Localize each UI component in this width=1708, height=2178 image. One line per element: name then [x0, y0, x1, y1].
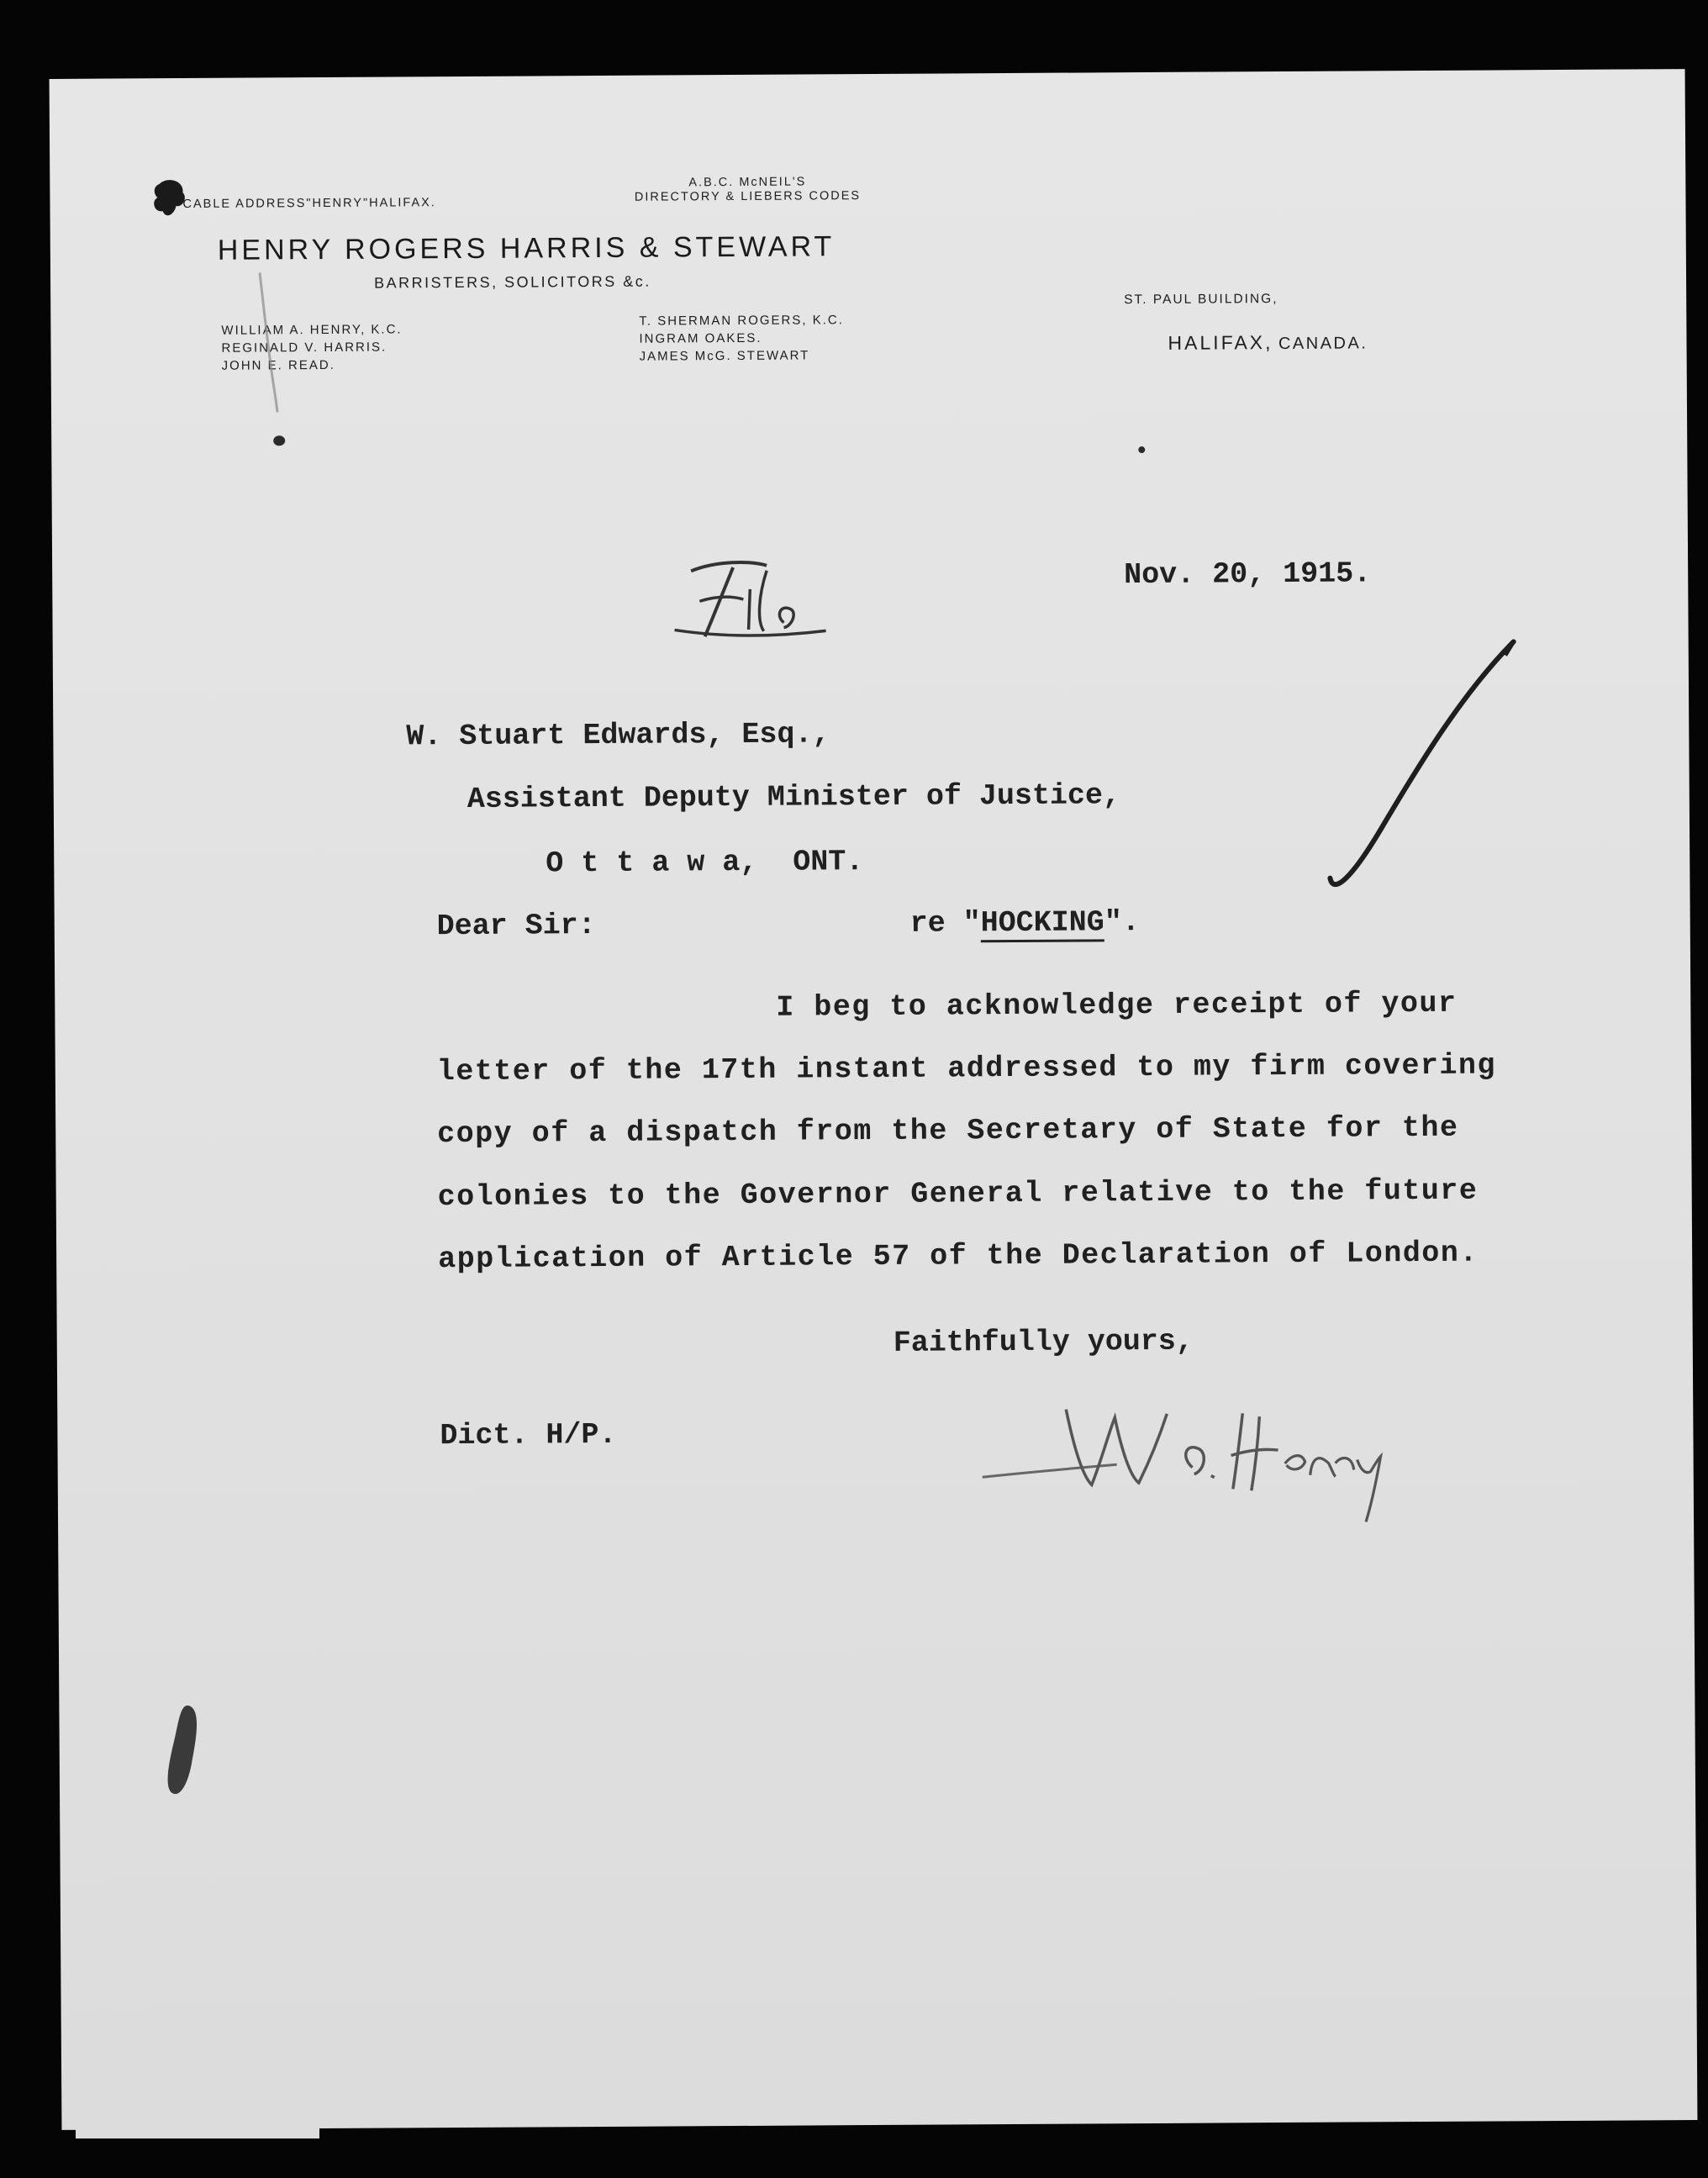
partner-name: T. SHERMAN ROGERS, K.C. — [639, 313, 844, 329]
ink-dot — [1138, 446, 1145, 453]
partner-name: JAMES McG. STEWART — [639, 348, 810, 364]
bottom-edge-strip — [76, 2122, 319, 2138]
partner-name: INGRAM OAKES. — [639, 330, 762, 346]
letter-page — [50, 69, 1698, 2130]
closing: Faithfully yours, — [893, 1324, 1194, 1360]
firm-name: HENRY ROGERS HARRIS & STEWART — [217, 230, 836, 266]
codes-line-2: DIRECTORY & LIEBERS CODES — [634, 189, 862, 204]
file-handwriting — [640, 545, 843, 646]
recipient-city-line — [546, 845, 863, 880]
recipient-city: O t t a w a, — [546, 845, 758, 881]
recipient-province: ONT. — [793, 845, 864, 879]
body-line: copy of a dispatch from the Secretary of State for the — [437, 1110, 1459, 1152]
partners-middle — [639, 311, 844, 365]
re-prefix: re " — [909, 906, 981, 941]
building-address: ST. PAUL BUILDING, — [1124, 292, 1278, 308]
file-annotation — [640, 545, 843, 646]
signature-handwriting — [965, 1382, 1403, 1527]
signature — [965, 1382, 1403, 1527]
re-line — [910, 905, 1140, 941]
body-line: letter of the 17th instant addressed to my firm covering — [436, 1048, 1497, 1089]
recipient-title: Assistant Deputy Minister of Justice, — [467, 778, 1121, 816]
body-line: colonies to the Governor General relative to the future — [437, 1173, 1479, 1215]
country-name: CANADA. — [1278, 334, 1368, 354]
check-mark-icon — [1304, 625, 1524, 904]
salutation: Dear Sir: — [436, 909, 596, 944]
codes-line-1: A.B.C. McNEIL'S — [688, 175, 807, 190]
partner-name: REGINALD V. HARRIS. — [221, 340, 387, 356]
firm-subtitle: BARRISTERS, SOLICITORS &c. — [373, 272, 651, 292]
body-line: application of Article 57 of the Declaration of London. — [438, 1236, 1479, 1277]
partner-name: JOHN E. READ. — [221, 357, 335, 373]
ink-smudge — [160, 1701, 211, 1801]
cable-address: CABLE ADDRESS"HENRY"HALIFAX. — [182, 196, 436, 211]
letter-date: Nov. 20, 1915. — [1124, 556, 1372, 593]
body-line: I beg to acknowledge receipt of your — [776, 986, 1458, 1025]
ink-dot — [273, 435, 285, 446]
re-subject: HOCKING — [981, 905, 1104, 942]
re-suffix: ". — [1104, 905, 1140, 940]
partner-name: WILLIAM A. HENRY, K.C. — [221, 322, 403, 338]
pencil-stroke — [255, 269, 289, 420]
partners-left — [221, 320, 403, 374]
city-address — [1168, 330, 1368, 354]
dictation-note: Dict. H/P. — [440, 1417, 617, 1453]
recipient-name: W. Stuart Edwards, Esq., — [406, 717, 830, 754]
city-name: HALIFAX, — [1168, 331, 1273, 354]
